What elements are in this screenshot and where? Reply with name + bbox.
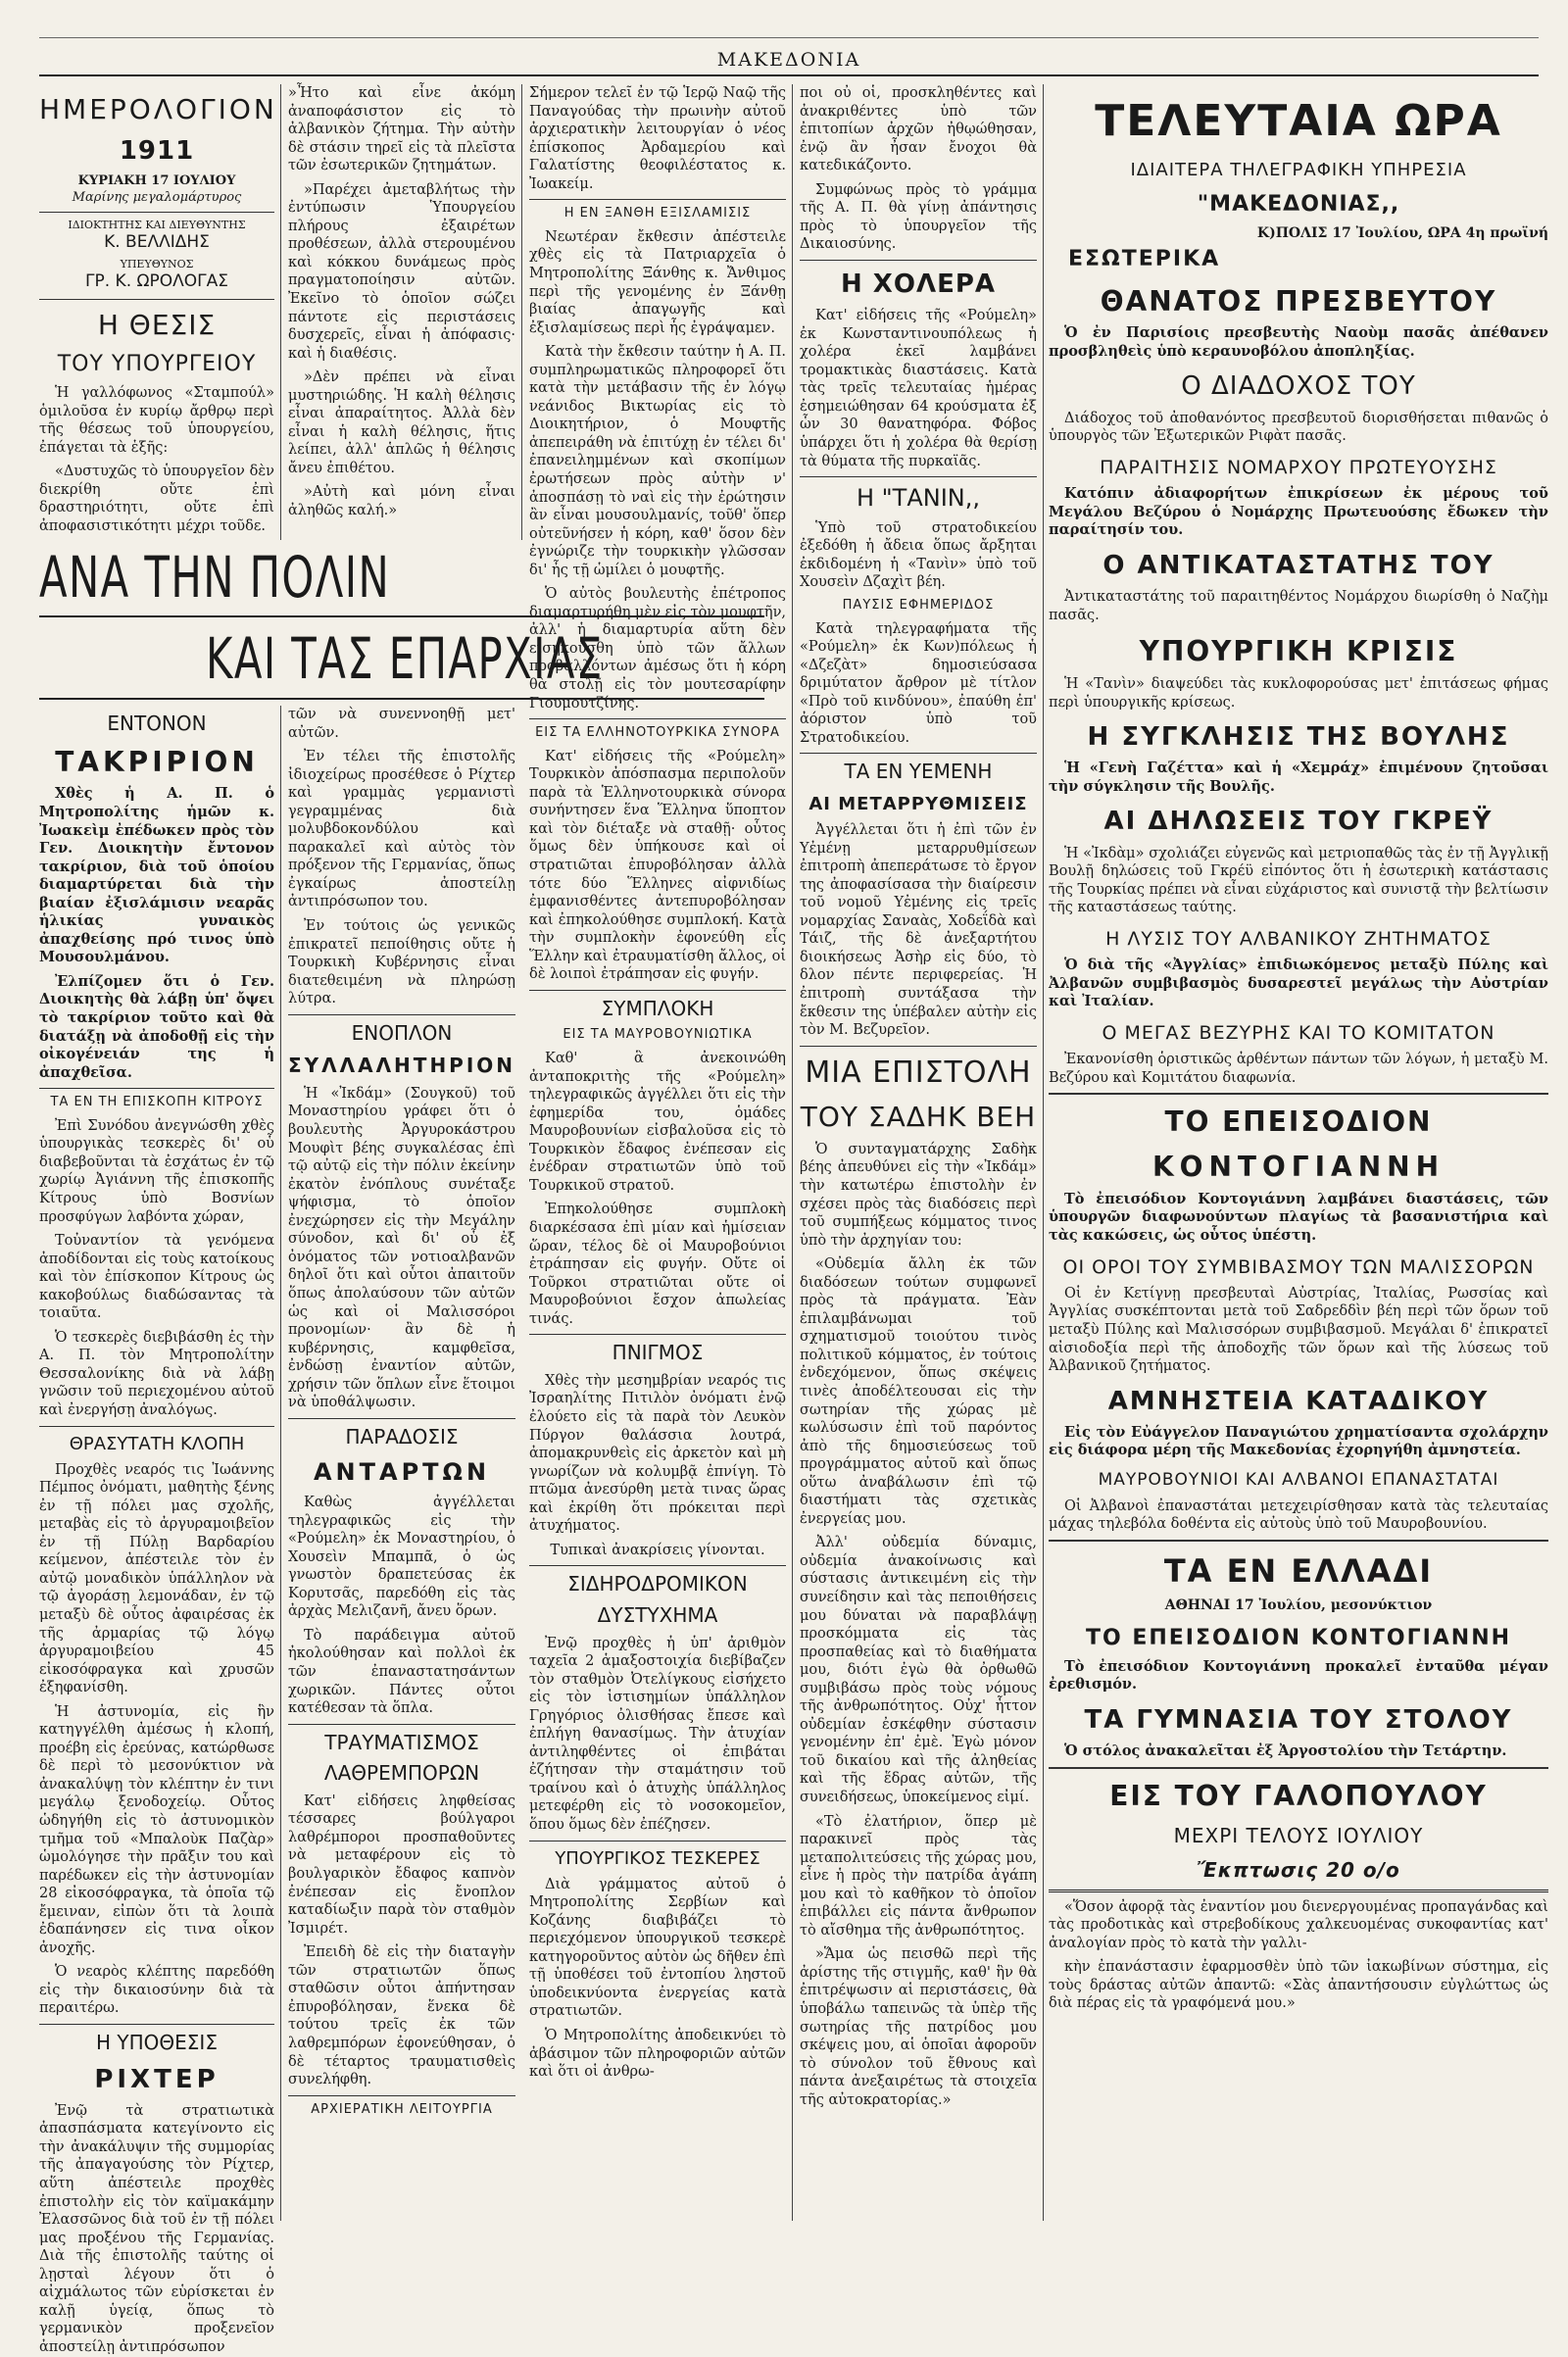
- last-hour-column: [1049, 84, 1548, 2221]
- headline: Ο ΜΕΓΑΣ ΒΕΖΥΡΗΣ ΚΑΙ ΤΟ ΚΟΜΙΤΑΤΟΝ: [1102, 1021, 1495, 1044]
- news-paragraph: Οἱ ἐν Κετίγνῃ πρεσβευταὶ Αὐστρίας, Ἰταλίας, Ρωσσίας καὶ Ἀγγλίας συσκέπτονται μετὰ τοῦ Σαδρεδδὶν βέη περὶ τῶν ὅρων τοῦ μεταξὺ Πύλης καὶ Μαλισσόρων συμβιβασμοῦ. Μεγάλαι δ' ἐπικρατεῖ αἰσιοδοξία περὶ τῆς ἀποδοχῆς τῶν ὅρων καὶ τῆς λύσεως τοῦ Ἀλβανικοῦ ζητήματος.: [1049, 1285, 1548, 1375]
- divider: [288, 1724, 515, 1725]
- surrender-paragraph: Τὸ παράδειγμα αὐτοῦ ἠκολούθησαν καὶ πολλοὶ ἐκ τῶν ἐπαναστατησάντων χωρικῶν. Πάντες οὗτοι κατέθεσαν τὰ ὅπλα.: [288, 1627, 515, 1717]
- column-3: [529, 84, 786, 2221]
- telegraph-subtitle-2: "ΜΑΚΕΔΟΝΙΑΣ,,: [1197, 192, 1400, 218]
- divider: [288, 2095, 515, 2096]
- divider: [800, 260, 1037, 261]
- headline: Ο ΑΝΤΙΚΑΤΑΣΤΑΤΗΣ ΤΟΥ: [1102, 550, 1494, 580]
- column-rule: [792, 84, 793, 2221]
- news-paragraph: Ἀντικαταστάτης τοῦ παραιτηθέντος Νομάρχου διωρίσθη ὁ Ναζὴμ πασᾶς.: [1049, 589, 1548, 623]
- letter-paragraph: Ὁ συνταγματάρχης Σαδὴκ βέης ἀπευθύνει εἰς τὴν «Ἰκδάμ» τὴν κατωτέρω ἐπιστολὴν ἐν σχέσει πρὸς τὰς διαδόσεις περὶ τοῦ συμπήξεως κόμματος τινος ὑπὸ τὴν ἀρχηγίαν του:: [800, 1141, 1037, 1249]
- divider: [39, 2024, 274, 2025]
- masthead: ΜΑΚΕΔΟΝΙΑ: [39, 49, 1539, 76]
- news-paragraph: Διάδοχος τοῦ ἀποθανόντος πρεσβευτοῦ διορισθήσεται πιθανῶς ὁ ὑπουργὸς τῶν Ἐξωτερικῶν Ριφὰτ πασᾶς.: [1049, 410, 1548, 445]
- wounded-title-1: ΤΡΑΥΜΑΤΙΣΜΟΣ: [324, 1730, 479, 1754]
- takririon-title-1: ΕΝΤΟΝΟΝ: [107, 712, 207, 735]
- surrender-title-1: ΠΑΡΑΔΟΣΙΣ: [345, 1424, 459, 1449]
- owner-label: ΙΔΙΟΚΤΗΤΗΣ ΚΑΙ ΔΙΕΥΘΥΝΤΗΣ: [68, 219, 246, 232]
- theft-paragraph: Προχθὲς νεαρός τις Ἰωάννης Πέμπος ὀνόματι, μαθητὴς ξένης ἐν τῇ πόλει μας σχολῆς, μεταβὰς εἰς τὸ ἀργυραμοιβεῖον ἐν τῇ Πύλῃ Βαρδαρίου κείμενον, ἀπέστειλε τὸν ἐν αὐτῷ μοναδικὸν ὑπάλληλον νὰ τῷ ἀγοράσῃ λεμονάδαν, ἐν τῷ μεταξὺ δὲ οὗτος ἀφαιρέσας ἐκ τῆς ἀρμαρίας τῷ λόγῳ ἀργυραμοιβείου 45 εἰκοσόφραγκα καὶ χρυσῶν ἐξηφανίσθη.: [39, 1461, 274, 1696]
- headline: ΠΑΡΑΙΤΗΣΙΣ ΝΟΜΑΡΧΟΥ ΠΡΩΤΕΥΟΥΣΗΣ: [1100, 456, 1497, 478]
- divider: [1049, 1093, 1548, 1095]
- column-4: [800, 84, 1037, 2221]
- railway-paragraph: Ἐνῷ προχθὲς ἡ ὑπ' ἀριθμὸν ταχεῖα 2 ἁμαξοστοιχία διεβίβαζεν τὸν σταθμὸν Ὀτελίγκους εἰσήχετο εἰς τὸν ἱστισημίων ὑπάλληλον Γρηγόριος ὀλισθήσας ἔπεσε καὶ ἐπλήγη θανασίμως. Τὴν ἀτυχίαν ἀντιληφθέντες οἱ ἐπιβάται ἐζήτησαν τὴν σταμάτησιν τοῦ τραίνου καὶ ὁ ἀτυχὴς ὑπάλληλος μετεφέρθη εἰς τὸ νοσοκομεῖον, ὅπου ὅμως δὲν ἐπέζησεν.: [529, 1635, 786, 1833]
- ministry-paragraph: Ἡ γαλλόφωνος «Σταμπούλ» ὁμιλοῦσα ἐν κυρίῳ ἄρθρῳ περὶ τῆς θέσεως τοῦ ὑπουργείου, ἐπάγεται τὰ ἑξῆς:: [39, 384, 274, 456]
- news-paragraph: Εἰς τὸν Εὐάγγελον Παναγιώτου χρηματίσαντα σχολάρχην εἰς διάφορα μέρη τῆς Μακεδονίας ἐχορηγήθη ἀμνηστεία.: [1049, 1423, 1548, 1459]
- telegraph-subtitle: ΙΔΙΑΙΤΕΡΑ ΤΗΛΕΓΡΑΦΙΚΗ ΥΠΗΡΕΣΙΑ: [1130, 160, 1467, 181]
- richter-title-2: ΡΙΧΤΕΡ: [94, 2064, 220, 2094]
- kitros-title: ΤΑ ΕΝ ΤΗ ΕΠΙΣΚΟΠΗ ΚΙΤΡΟΥΣ: [50, 1095, 264, 1110]
- column-rule: [280, 706, 281, 2221]
- news-paragraph: Τὸ ἐπεισόδιον Κοντογιάννη λαμβάνει διαστάσεις, τῶν ὑπουργῶν διαφωνούντων πλαγίως τὰ βασανιστήρια καὶ τὰς κακώσεις, ὡς οὗτος ὑπέστη.: [1049, 1190, 1548, 1244]
- news-paragraph: Ἡ «Γενὴ Γαζέττα» καὶ ἡ «Χεμράχ» ἐπιμένουν ζητοῦσαι τὴν σύγκλησιν τῆς Βουλῆς.: [1049, 760, 1548, 795]
- wounded-paragraph: Ἐπειδὴ δὲ εἰς τὴν διαταγὴν τῶν στρατιωτῶν ὅπως σταθῶσιν οὗτοι ἀπήντησαν ἐπυροβόλησαν, ἕνεκα δὲ τούτου τρεῖς ἐκ τῶν λαθρεμπόρων ἐφονεύθησαν, ὁ δὲ τέταρτος τραυματισθεὶς συνελήφθη.: [288, 1944, 515, 2088]
- banner-rule: [39, 698, 764, 700]
- divider: [529, 1565, 786, 1566]
- kitros-paragraph: Ἐπὶ Συνόδου ἀνεγνώσθη χθὲς ὑπουργικὰς τεσκερὲς δι' οὗ διαβεβοῦνται τὰ ἐσχάτως ἐν τῷ χωρίῳ Ἀγιάννη τῆς ἐπισκοπῆς Κίτρους ὑπὸ Βοσνίων προσφύγων λαβόντα χώραν,: [39, 1117, 274, 1225]
- headline: ΤΟ ΕΠΕΙΣΟΔΙΟΝ ΚΟΝΤΟΓΙΑΝΝΗ: [1085, 1625, 1512, 1650]
- divider: [288, 1014, 515, 1015]
- headline: ΚΟΝΤΟΓΙΑΝΝΗ: [1152, 1151, 1446, 1184]
- divider: [800, 476, 1037, 477]
- headline: Ο ΔΙΑΔΟΧΟΣ ΤΟΥ: [1181, 371, 1416, 402]
- calendar-year: 1911: [119, 135, 195, 166]
- letter-paragraph: »Ἅμα ὡς πεισθῶ περὶ τῆς ἀρίστης τῆς στιγμῆς, καθ' ἣν θὰ ἐπιτρέψωσιν αἱ περιστάσεις, θὰ ὑποβάλω ταπεινῶς τὰ ὑπὲρ τῆς σωτηρίας τῆς πατρίδος μου σκέψεις μου, αἱ ὁποῖαι ἀφοροῦν τὸ σύνολον τοῦ ἔθνους καὶ πάντα ἀνεξαιρέτως τὰ στοιχεῖα τῆς αὐτοκρατορίας.»: [800, 1946, 1037, 2108]
- drowning-paragraph: Χθὲς τὴν μεσημβρίαν νεαρός τις Ἰσραηλίτης Πιτιλὸν ὀνόματι ἐνῷ ἐλούετο εἰς τὰ παρὰ τὸν Λευκὸν Πύργον θαλάσσια λουτρά, ἀπομακρυνθεὶς εἰς ἀρκετὸν καὶ μὴ γνωρίζων νὰ κολυμβᾷ ἐπνίγη. Τὸ πτῶμα ἀνεσύρθη μετὰ τινας ὥρας καὶ ἐκρίθη ὅτι πρόκειται περὶ ἀτυχήματος.: [529, 1372, 786, 1535]
- headline: ΤΑ ΓΥΜΝΑΣΙΑ ΤΟΥ ΣΤΟΛΟΥ: [1084, 1704, 1513, 1735]
- ministry-paragraph: «Δυστυχῶς τὸ ὑπουργεῖον δὲν διεκρίθη οὔτε ἐπὶ δραστηριότητι, οὔτε ἐπὶ ἀποφασιστικότητι μέχρι τοῦδε.: [39, 464, 274, 534]
- teskere-paragraph: Ὁ Μητροπολίτης ἀποδεικνύει τὸ ἀβάσιμον τῶν πληροφοριῶν αὐτῶν καὶ ὅτι οἱ ἀνθρω-: [529, 2027, 786, 2081]
- railway-title-2: ΔΥΣΤΥΧΗΜΑ: [597, 1602, 718, 1627]
- montenegro-paragraph: Ἐπηκολούθησε συμπλοκὴ διαρκέσασα ἐπὶ μίαν καὶ ἡμίσειαν ὥραν, τέλος δὲ οἱ Μαυροβούνιοι ἐτράπησαν εἰς φυγήν. Οὔτε οἱ Τοῦρκοι στρατιῶται οὔτε οἱ Μαυροβούνιοι ἔσχον ἀπωλείας τινάς.: [529, 1202, 786, 1327]
- owner-name: Κ. ΒΕΛΛΙΔΗΣ: [104, 232, 210, 253]
- teskere-title: ΥΠΟΥΡΓΙΚΟΣ ΤΕΣΚΕΡΕΣ: [555, 1847, 760, 1869]
- editor-label: ΥΠΕΥΘΥΝΟΣ: [120, 258, 194, 271]
- calendar-saint: Μαρίνης μεγαλομάρτυρος: [72, 189, 242, 205]
- border-title: ΕΙΣ ΤΑ ΕΛΛΗΝΟΤΟΥΡΚΙΚΑ ΣΥΝΟΡΑ: [535, 725, 780, 741]
- yemen-title-1: ΤΑ ΕΝ ΥΕΜΕΝΗ: [844, 760, 993, 784]
- exarchate-paragraph: Ὁ αὐτὸς βουλευτὴς ἐπέτροπος διαμαρτυρήθη μὲν εἰς τὸν μουφτῆν, ἀλλ' ἡ διαμαρτυρία αὕτη δὲν εἰσηκούσθη ὑπὸ τῶν ἄλλων προβαλλόντων ἀμέσως ὅτι ἡ κόρη θὰ στολῇ εἰς τὸν μουτεσαρίφην Γιουμουτζίνης.: [529, 586, 787, 712]
- divider: [529, 990, 786, 991]
- advertisement-title: ΕΙΣ ΤΟΥ ΓΑΛΟΠΟΥΛΟΥ: [1109, 1779, 1488, 1812]
- advertisement-discount: Ἔκπτωσις 20 ο/ο: [1197, 1858, 1400, 1883]
- headline: ΟΙ ΟΡΟΙ ΤΟΥ ΣΥΜΒΙΒΑΣΜΟΥ ΤΩΝ ΜΑΛΙΣΣΟΡΩΝ: [1062, 1255, 1535, 1278]
- news-paragraph: Τὸ ἐπεισόδιον Κοντογιάννη προκαλεῖ ἐνταῦθα μέγαν ἐρεθισμόν.: [1049, 1657, 1548, 1694]
- takririon-paragraph: Χθὲς ἡ Α. Π. ὁ Μητροπολίτης ἡμῶν κ. Ἰωακεὶμ ἐπέδωκεν πρὸς τὸν Γεν. Διοικητὴν ἔντονον τακρίριον, διὰ τοῦ ὁποίου διαμαρτύρεται διὰ τὴν βιαίαν ἐξισλάμισιν νεαρᾶς ἡλικίας γυναικὸς ἀπαχθείσης πρό τινος ὑπὸ Μουσουλμάνου.: [39, 785, 274, 966]
- divider: [288, 1418, 515, 1419]
- letter-title-1: ΜΙΑ ΕΠΙΣΤΟΛΗ: [805, 1055, 1032, 1090]
- letter-paragraph: «Τὸ ἐλατήριον, ὅπερ μὲ παρακινεῖ πρὸς τὰς μεταπολιτεύσεις τῆς χώρας μου, εἶνε ἡ πρὸς τὴν πατρίδα ἀγάπη μου καὶ τὸ καθῆκον τὸ ὁποῖον ἐπιβάλλει εἰς πάντα ἄνθρωπον τὸ αἴσθημα τῆς ἀνθρωπότητος.: [800, 1813, 1037, 1939]
- news-paragraph: Ὁ διὰ τῆς «Ἀγγλίας» ἐπιδιωκόμενος μεταξὺ Πύλης καὶ Ἀλβανῶν συμβιβασμὸς δυσαρεστεῖ μεγάλως τὴν Αὐστρίαν καὶ Ἰταλίαν.: [1049, 957, 1548, 1010]
- richter-title-1: Η ΥΠΟΘΕΣΙΣ: [96, 2030, 218, 2054]
- section-banner-line-2: ΚΑΙ ΤΑΣ ΕΠΑΡΧΙΑΣ: [206, 625, 604, 692]
- armed-paragraph: Ἡ «Ἰκδάμ» (Σουγκοῦ) τοῦ Μοναστηρίου γράφει ὅτι ὁ βουλευτὴς Ἀργυροκάστρου Μουφὶτ βέης συγκαλέσας ἐπὶ τῷ αὐτῷ εἰς τὴν πόλιν ἐκείνην ἐκατὸν ἐνόπλους συνέταξε ψήφισμα, τὸ ὁποῖον ἐνεχώρησεν εἰς τὴν Μεγάλην σύνοδον, καὶ δι' οὗ ἐξ ὀνόματος τῶν νοτιοαλβανῶν δηλοῖ ὅτι καὶ οὗτοι ἀπαιτοῦν ὅπως ἀπολαύσουν τῶν αὐτῶν ὡς καὶ οἱ Μαλισσόροι προνομίων· ἂν δὲ ἡ κυβέρνησις, καμφθεῖσα, ἐνδώσῃ ἐναντίον αὐτῶν, χρήσιν τῶν ὅπλων εἶνε ἕτοιμοι νὰ ὑποθάλψωσιν.: [288, 1085, 515, 1411]
- column-rule: [521, 84, 522, 540]
- headline: ΑΙ ΔΗΛΩΣΕΙΣ ΤΟΥ ΓΚΡΕΫ: [1103, 807, 1494, 837]
- divider: [39, 299, 274, 300]
- greece-section: ΤΑ ΕΝ ΕΛΛΑΔΙ: [1163, 1551, 1434, 1590]
- surrender-title-2: ΑΝΤΑΡΤΩΝ: [313, 1458, 491, 1487]
- tanin-subtitle: ΠΑΥΣΙΣ ΕΦΗΜΕΡΙΔΟΣ: [842, 598, 995, 614]
- montenegro-title-2: ΕΙΣ ΤΑ ΜΑΥΡΟΒΟΥΝΙΩΤΙΚΑ: [563, 1027, 753, 1043]
- richter-paragraph: Ἐνῷ τὰ στρατιωτικὰ ἀπασπάσματα κατεγίνοντο εἰς τὴν ἀνακάλυψιν τῆς συμμορίας τῆς ἀπαγαγούσης τὸν Ρίχτερ, αὕτη ἀπέστειλε προχθὲς ἐπιστολὴν εἰς τὸν καϊμακάμην Ἐλασσῶνος διὰ τοῦ ἐν τῇ πόλει μας προξένου τῆς Γερμανίας. Διὰ τῆς ἐπιστολῆς ταύτης οἱ λῃσταὶ λέγουν ὅτι ὁ αἰχμάλωτος τῶν εὑρίσκεται ἐν καλῇ ὑγείᾳ, ὅπως τὸ γερμανικὸν προξενεῖον ἀποστείλῃ ἀντιπρόσωπον: [39, 2102, 274, 2355]
- headline: ΘΑΝΑΤΟΣ ΠΡΕΣΒΕΥΤΟΥ: [1100, 284, 1497, 318]
- liturgy-title: ΑΡΧΙΕΡΑΤΙΚΗ ΛΕΙΤΟΥΡΓΙΑ: [311, 2101, 493, 2117]
- wounded-title-2: ΛΑΘΡΕΜΠΟΡΩΝ: [323, 1761, 480, 1786]
- ministry-paragraph: »Δὲν πρέπει νὰ εἶναι μυστηριώδης. Ἡ καλὴ θέλησις εἶναι ἀπαραίτητος. Ἀλλὰ δὲν εἶναι ἡ καλὴ θέλησις, ἥτις λείπει, ἀλλ' ἁπλῶς ἡ θέλησις ἄνευ ἐπιθέτου.: [288, 369, 515, 476]
- letter-paragraph: «Οὐδεμία ἄλλη ἐκ τῶν διαδόσεων τούτων συμφωνεῖ πρὸς τὰ πράγματα. Ἐὰν ἐπιλαμβάνωμαι τοῦ σχηματισμοῦ τοιούτου τινὸς πολιτικοῦ κόμματος, ἐν τούτοις ἐνδεχόμενον, ὅπως σκέψεις τινὲς ἀποδέλτεουσαι εἰς τὴν σωτηρίαν τῆς χώρας μὲ κωλύσωσιν ἐπὶ τοῦ παρόντος ἀπὸ τῆς δημοσιεύσεως τοῦ προγράμματος αὐτοῦ καὶ ὅπως οὕτω ἀναβάλωσιν ἐπὶ τῷ διαστήματι τὰς σχετικὰς ἐνεργείας μου.: [800, 1256, 1037, 1527]
- divider: [529, 1334, 786, 1335]
- richter-paragraph: τῶν νὰ συνεννοηθῇ μετ' αὐτῶν.: [288, 707, 515, 741]
- divider: [39, 1426, 274, 1427]
- news-paragraph: Ὁ ἐν Παρισίοις πρεσβευτὴς Ναοὺμ πασᾶς ἀπέθανεν προσβληθεὶς ὑπὸ κεραυνοβόλου ἀποπληξίας.: [1049, 324, 1548, 360]
- calendar-date: ΚΥΡΙΑΚΗ 17 ΙΟΥΛΙΟΥ: [77, 173, 236, 189]
- news-paragraph: Οἱ Ἀλβανοὶ ἐπαναστάται μετεχειρίσθησαν κατὰ τὰς τελευταίας μάχας τηλεβόλα δοθέντα εἰς αὐτοὺς ὑπὸ τοῦ Μαυροβουνίου.: [1049, 1498, 1548, 1533]
- yemen-paragraph: Ἀγγέλλεται ὅτι ἡ ἐπὶ τῶν ἐν Υἐμένῃ μεταρρυθμίσεων ἐπιτροπὴ ἀπεπεράτωσε τὸ ἔργον της ἀποφασίσασα τὴν διαίρεσιν τοῦ νομοῦ Υἐμένης εἰς τρεῖς νομαρχίας Σαναὰς, Χοδεΐδὰ καὶ Τάιζ, τῆς δὲ ἀνεξαρτήτου διοικήσεως Ἀσὴρ εἰς δύο, τὸ δλον πέντε περιφερείας. Ἡ ἐπιτροπὴ συντάξασα τὴν ἔκθεσιν της ὑπέβαλεν αὐτὴν εἰς τὸν Μ. Βεζυρεῖον.: [800, 822, 1037, 1039]
- divider: [1049, 1767, 1548, 1769]
- border-paragraph: Κατ' εἰδήσεις τῆς «Ρούμελη» Τουρκικὸν ἀπόσπασμα περιπολοῦν παρὰ τὰ Ἑλληνοτουρκικὰ σύνορα συνήντησεν ἕνα Ἕλληνα ὕποπτον καὶ τὸν διέταξε νὰ σταθῇ· οὗτος ὅμως δὲν ὑπήκουσε καὶ οἱ στρατιῶται ἐπυροβόλησαν ἀλλὰ τότε δύο Ἕλληνες αἰφνιδίως ἐμφανισθέντες ἀντεπυροβόλησαν καὶ ἐπηκολούθησε συμπλοκή. Κατὰ τὴν συμπλοκὴν ἐφονεύθη εἷς Ἕλλην καὶ ἐτραυματίσθη ἄλλος, οἱ δὲ λοιποὶ ἐτράπησαν εἰς φυγήν.: [529, 748, 786, 983]
- letter-paragraph: Ἀλλ' οὐδεμία δύναμις, οὐδεμία ἀνακοίνωσις καὶ σύστασις ἀντικειμένη εἰς τὴν συνείδησιν καὶ τὰς πεποιθήσεις μου δύναται νὰ παραβλάψῃ προσκόμματα εἰς τὰς προσπαθείας καὶ τὸ διαθήματα μου, διότι ἐγὼ θὰ ὀρθωθῶ συμβιβάσω πρὸς τοὺς νόμους τῆς ἀνθρωπότητος. Οὐχ' ἧττον οὐδεμίαν ἐσκέφθην σύστασιν γενομένην ἐπ' ἐμὲ. Ἐγὼ μόνον τοῦ δικαίου καὶ τῆς ἀληθείας καὶ τῆς ἕδρας αὐτῶν, τῆς συνειδήσεως, ὑποκείμενος εἰμί.: [800, 1535, 1037, 1806]
- divider: [529, 199, 786, 200]
- teskere-paragraph: Διὰ γράμματος αὐτοῦ ὁ Μητροπολίτης Σερβίων καὶ Κοζάνης διαβιβάζει τὸ περιεχόμενον ὑπουργικοῦ τεσκερὲ κατηγοροῦντος αὐτὸν ὡς δῆθεν ἐπὶ τῇ ὑποθέσει τοῦ ἐντοπίου ληστοῦ ὑποδεικνύοντα ἐνεργείας κατὰ στρατιωτῶν.: [529, 1876, 786, 2020]
- letter-paragraph: κὴν ἐπανάστασιν ἐφαρμοσθὲν ὑπὸ τῶν ἰακωβίνων σύστημα, εἰς τοὺς δράστας αὐτῶν ἀπαντῶ: «Σὰς ἀπαντήσουσιν εὐγλώττως ὡς διὰ πέρας εἰς τὰ γραφόμενά μου.»: [1049, 1959, 1548, 2012]
- column-rule: [280, 84, 281, 540]
- letter-title-2: ΤΟΥ ΣΑΔΗΚ ΒΕΗ: [800, 1101, 1037, 1134]
- letter-continuation: [1049, 1890, 1548, 2013]
- exarchate-title: Η ΕΝ ΞΑΝΘΗ ΕΞΙΣΛΑΜΙΣΙΣ: [564, 206, 752, 221]
- drowning-paragraph: Τυπικαὶ ἀνακρίσεις γίνονται.: [550, 1542, 765, 1558]
- takririon-paragraph: Ἐλπίζομεν ὅτι ὁ Γεν. Διοικητὴς θὰ λάβῃ ὑπ' ὄψει τὸ τακρίριον τοῦτο καὶ θὰ διατάξῃ νὰ ἀποδοθῇ εἰς τὴν οἰκογένειάν της ἡ ἀπαχθεῖσα.: [39, 972, 274, 1081]
- headline: ΑΜΝΗΣΤΕΙΑ ΚΑΤΑΔΙΚΟΥ: [1107, 1386, 1490, 1416]
- tanin-title: Η "ΤΑΝΙΝ,,: [856, 484, 981, 513]
- cholera-lead: Συμφώνως πρὸς τὸ γράμμα τῆς Α. Π. θὰ γίνῃ ἀπάντησις πρὸς τὸ ὑπουργεῖον τῆς Δικαιοσύνης.: [800, 181, 1037, 253]
- column-2-bottom: [288, 706, 515, 2221]
- theft-paragraph: Ὁ νεαρὸς κλέπτης παρεδόθη εἰς τὴν δικαιοσύνην διὰ τὰ περαιτέρω.: [39, 1964, 274, 2017]
- wounded-paragraph: Κατ' εἰδήσεις ληφθείσας τέσσαρες βούλγαροι λαθρέμποροι προσπαθοῦντες νὰ μεταφέρουν εἰς τὸ βουλγαρικὸν ἔδαφος καπνὸν ἐνέπεσαν εἰς ἔνοπλον καταδίωξιν παρὰ τὸν σταθμὸν Ἰσμιρέτ.: [288, 1792, 515, 1937]
- railway-title-1: ΣΙΔΗΡΟΔΡΟΜΙΚΟΝ: [567, 1572, 748, 1596]
- top-rule: [39, 37, 1539, 38]
- advertisement-line: ΜΕΧΡΙ ΤΕΛΟΥΣ ΙΟΥΛΙΟΥ: [1173, 1823, 1424, 1847]
- theft-title: ΘΡΑΣΥΤΑΤΗ ΚΛΟΠΗ: [69, 1433, 245, 1454]
- divider: [800, 1046, 1037, 1047]
- last-hour-title: ΤΕΛΕΥΤΑΙΑ ΩΡΑ: [1095, 96, 1502, 146]
- ministry-paragraph: »Αὐτὴ καὶ μόνη εἶναι ἀληθῶς καλή.»: [288, 484, 515, 519]
- headline: ΜΑΥΡΟΒΟΥΝΙΟΙ ΚΑΙ ΑΛΒΑΝΟΙ ΕΠΑΝΑΣΤΑΤΑΙ: [1098, 1469, 1499, 1490]
- exarchate-lead: Σήμερον τελεῖ ἐν τῷ Ἱερῷ Ναῷ τῆς Παναγούδας τὴν πρωινὴν αὐτοῦ ἀρχιερατικὴν λειτουργίαν ὁ νέος ἐπίσκοπος Ἀρδαμερίου καὶ Γαλατίστης θεοφιλέστατος κ. Ἰωακείμ.: [529, 85, 786, 192]
- montenegro-title-1: ΣΥΜΠΛΟΚΗ: [601, 996, 714, 1020]
- dateline: Κ)ΠΟΛΙΣ 17 Ἰουλίου, ΩΡΑ 4η πρωϊνή: [1256, 224, 1548, 241]
- headline: Η ΣΥΓΚΛΗΣΙΣ ΤΗΣ ΒΟΥΛΗΣ: [1087, 722, 1510, 753]
- armed-title-1: ΕΝΟΠΛΟΝ: [351, 1020, 453, 1045]
- domestic-section: ΕΣΩΤΕΡΙΚΑ: [1068, 247, 1221, 272]
- divider: [39, 212, 274, 213]
- news-paragraph: Ὁ στόλος ἀνακαλεῖται ἐξ Ἀργοστολίου τὴν Τετάρτην.: [1064, 1743, 1507, 1760]
- divider: [529, 718, 786, 719]
- column-1-top: [39, 84, 277, 540]
- divider: [39, 1088, 274, 1089]
- drowning-title: ΠΝΙΓΜΟΣ: [612, 1341, 704, 1365]
- editor-name: ΓΡ. Κ. ΩΡΟΛΟΓΑΣ: [85, 271, 228, 292]
- banner-rule: [39, 615, 764, 617]
- tanin-paragraph: Ὑπὸ τοῦ στρατοδικείου ἐξεδόθη ἡ ἄδεια ὅπως ἄρξηται ἐκδιδομένη ἡ «Τανὶν» ὑπὸ τοῦ Χουσεὶν Δζαχὶτ βέη.: [800, 519, 1037, 591]
- news-paragraph: Ἡ «Τανὶν» διαψεύδει τὰς κυκλοφορούσας μετ' ἐπιτάσεως φήμας περὶ ὑπουργικῆς κρίσεως.: [1049, 675, 1548, 711]
- armed-title-2: ΣΥΛΛΑΛΗΤΗΡΙΟΝ: [288, 1054, 516, 1078]
- tanin-paragraph: Κατὰ τηλεγραφήματα τῆς «Ρούμελη» ἐκ Κων)πόλεως ἡ «Δζεζὰτ» δημοσιεύσασα δριμύτατον ἄρθρον μὲ τίτλον «Πρὸ τοῦ κινδύνου», ἐπαύθη ἐπ' ἀόριστον ὑπὸ τοῦ Στρατοδικείου.: [800, 620, 1037, 746]
- calendar-title: ΗΜΕΡΟΛΟΓΙΟΝ: [39, 93, 277, 125]
- divider: [800, 753, 1037, 754]
- takririon-title-2: ΤΑΚΡΙΡΙΟΝ: [55, 745, 259, 778]
- column-rule: [1043, 84, 1044, 2221]
- exarchate-paragraph: Νεωτέραν ἔκθεσιν ἀπέστειλε χθὲς εἰς τὰ Πατριαρχεῖα ὁ Μητροπολίτης Ξάνθης κ. Ἄνθιμος περὶ τῆς γενομένης ἐν Ξάνθῃ βιαίας ἀπαγωγῆς καὶ ἐξισλαμίσεως περὶ ἧς ἐγράψαμεν.: [529, 228, 786, 336]
- cholera-lead: ποι οὐ οἱ, προσκληθέντες καὶ ἀνακριθέντες ὑπὸ τῶν ἐπιτοπίων ἀρχῶν ἠθῳώθησαν, ἐνῷ ἂν ἦσαν ἔνοχοι θὰ κατεδικάζοντο.: [800, 85, 1037, 174]
- montenegro-paragraph: Καθ' ἃ ἀνεκοινώθη ἀνταποκριτὴς τῆς «Ρούμελη» τηλεγραφικῶς ἀγγέλλει ὅτι εἰς τὴν ἐφημερίδα του, ὁμάδες Μαυροβουνίων εἰσβαλοῦσα εἰς τὸ Τουρκικὸν ἔδαφος ἐνέπεσαν εἰς ἐνέδραν στρατιωτῶν ὑπὸ τοῦ Τουρκικοῦ στρατοῦ.: [529, 1051, 786, 1194]
- news-paragraph: Ἐκανονίσθη ὁριστικῶς ἀρθέντων πάντων τῶν λόγων, ἡ μεταξὺ Μ. Βεζύρου καὶ Κομιτάτου διαφωνία.: [1049, 1052, 1548, 1086]
- section-banner-line-1: ΑΝΑ ΤΗΝ ΠΟΛΙΝ: [39, 544, 391, 611]
- headline: Η ΛΥΣΙΣ ΤΟΥ ΑΛΒΑΝΙΚΟΥ ΖΗΤΗΜΑΤΟΣ: [1105, 927, 1492, 950]
- kitros-paragraph: Τοὐναντίον τὰ γενόμενα ἀποδίδονται εἰς τοὺς κατοίκους καὶ τὸν ἐπίσκοπον Κίτρους ὡς κακοβούλως διαδώσαντας τὰ τοιαῦτα.: [39, 1233, 274, 1322]
- yemen-title-2: ΑΙ ΜΕΤΑΡΡΥΘΜΙΣΕΙΣ: [808, 794, 1028, 815]
- kitros-paragraph: Ὁ τεσκερὲς διεβιβάσθη ἐς τὴν Α. Π. τὸν Μητροπολίτην Θεσσαλονίκης διὰ νὰ λάβῃ γνῶσιν τοῦ περιεχομένου αὐτοῦ καὶ ἐνεργήσῃ ἀναλόγως.: [39, 1329, 274, 1418]
- richter-paragraph: Ἐν τούτοις ὡς γενικῶς ἐπικρατεῖ πεποίθησις οὔτε ἡ Τουρκικὴ Κυβέρνησις εἶναι διατεθειμένη νὰ πληρώσῃ λύτρα.: [288, 918, 515, 1007]
- divider: [1049, 1540, 1548, 1542]
- theft-paragraph: Ἡ ἀστυνομία, εἰς ἣν κατηγγέλθη ἀμέσως ἡ κλοπή, προέβη εἰς ἐρεύνας, κατώρθωσε δὲ περὶ τὸ μεσονύκτιον νὰ ἀνακαλύψῃ τὸν κλέπτην ἐν τινι μεγάλῳ ξενοδοχείῳ. Οὗτος ὡδηγήθη εἰς τὸ ἀστυνομικὸν τμῆμα τοῦ «Μπαλοὺκ Παζὰρ» ὡμολόγησε τὴν πρᾶξιν του καὶ παρέδωκεν εἰς τὴν ἀστυνομίαν 28 εἰκοσόφραγκα, τὰ ὁποῖα τῷ ἔμειναν, εἰπὼν ὅτι τὰ λοιπὰ ἐδαπάνησεν εἰς τινα οἶκον ἀνοχῆς.: [39, 1703, 274, 1956]
- ministry-paragraph: »Παρέχει ἀμεταβλήτως τὴν ἐντύπωσιν Ὑπουργείου πλήρους ἐξαιρέτων προθέσεων, ἀλλὰ στερουμένου καὶ κόκκου δυνάμεως πρὸς πραγματοποίησιν αὐτῶν. Ἐκεῖνο τὸ ὁποῖον σώζει πάντοτε εἰς περιστάσεις δυσχερεῖς, εἶναι ἡ ἀπόφασις· καὶ ἡ διαθέσις.: [288, 181, 515, 362]
- cholera-title: Η ΧΟΛΕΡΑ: [840, 269, 997, 299]
- column-1-bottom: [39, 706, 274, 2355]
- dateline: ΑΘΗΝΑΙ 17 Ἰουλίου, μεσονύκτιον: [1164, 1596, 1433, 1613]
- ministry-title-2: ΤΟΥ ΥΠΟΥΡΓΕΙΟΥ: [57, 351, 257, 376]
- column-2-top: [288, 84, 515, 540]
- headline: ΥΠΟΥΡΓΙΚΗ ΚΡΙΣΙΣ: [1139, 635, 1458, 668]
- exarchate-paragraph: Κατὰ τὴν ἔκθεσιν ταύτην ἡ Α. Π. συμπληρωματικῶς πληροφορεῖ ὅτι κατὰ τὴν μετάβασιν τῆς ἐν λόγῳ νεάνιδος Βικτωρίας εἰς τὸ Διοικητήριον, ὁ Μουφτῆς ἀπεπειράθη νὰ ἐπιτύχῃ ἐν τέλει δι' ἐπανειλημμένων καὶ σκοπίμων ἐρωτήσεων πρὸς αὐτὴν ν' ἀποσπάσῃ τὸ ναὶ εἰς τὴν ἐρώτησιν ἂν εἶναι μουσουλμανίς, τοῦθ' ὅπερ οὐτεῦνήσεν ἡ κόρη, καθ' ὅσον δὲν ἐγνώριζε τὴν τουρκικὴν γλῶσσαν δι' ἧς τῇ ὡμίλει ὁ μουφτῆς.: [529, 344, 786, 578]
- surrender-paragraph: Καθὼς ἀγγέλλεται τηλεγραφικῶς εἰς τὴν «Ρούμελη» ἐκ Μοναστηρίου, ὁ Χουσεὶν Μπαμπᾶ, ὁ ὡς γνωστὸν δραπετεύσας ἐκ Κορυτσᾶς, παρεδόθη εἰς τὰς ἀρχὰς Μελιζανῆ, ἄνευ ὅρων.: [288, 1495, 515, 1620]
- richter-paragraph: Ἐν τέλει τῆς ἐπιστολῆς ἰδιοχείρως προσέθεσε ὁ Ρίχτερ καὶ γραμμὰς γερμανιστὶ γεγραμμένας διὰ μολυβδοκονδύλου καὶ παρακαλεῖ καὶ αὐτὸς τὸν πρόξενον τῆς Γερμανίας, ὅπως ἐγκαίρως ἀποστείλῃ ἀντιπρόσωπον του.: [288, 749, 515, 910]
- ministry-paragraph: »Ἦτο καὶ εἶνε ἀκόμη ἀναποφάσιστον εἰς τὸ ἀλβανικὸν ζήτημα. Τὴν αὐτὴν δὲ στάσιν τηρεῖ εἰς τὰ πλεῖστα τῶν ἐσωτερικῶν ζητημάτων.: [288, 85, 515, 174]
- news-paragraph: Κατόπιν ἀδιαφορήτων ἐπικρίσεων ἐκ μέρους τοῦ Μεγάλου Βεζύρου ὁ Νομάρχης Πρωτευούσης ἔδωκεν τὴν παραίτησίν του.: [1049, 485, 1548, 539]
- news-paragraph: Ἡ «Ἰκδὰμ» σχολιάζει εὐγενῶς καὶ μετριοπαθῶς τὰς ἐν τῇ Ἀγγλικῇ Βουλῇ δηλώσεις τοῦ Γκρέϋ εἰπόντος ὅτι ἡ ἐσωτερικὴ κατάστασις τῆς Τουρκίας πρέπει νὰ εἶναι εὐχάριστος καὶ συνιστᾷ τὴν βελτίωσιν τῆς καταστάσεως ταύτης.: [1049, 845, 1548, 916]
- letter-paragraph: «Ὅσον ἀφορᾷ τὰς ἐναντίον μου διενεργουμένας προπαγάνδας καὶ τὰς προδοτικὰς καὶ στρεβοδίκους χαλκευομένας συκοφαντίας κατ' ἀναλογίαν πρὸς τὸ κατὰ τὴν γαλλι-: [1049, 1898, 1548, 1951]
- ministry-title-1: Η ΘΕΣΙΣ: [97, 309, 217, 341]
- cholera-paragraph: Κατ' εἰδήσεις τῆς «Ρούμελη» ἐκ Κωνσταντινουπόλεως ἡ χολέρα ἐκεῖ λαμβάνει τρομακτικὰς διαστάσεις. Κατὰ τὰς τρεῖς τελευταίας ἡμέρας ἐσημειώθησαν 64 κρούσματα ἐξ ὧν 30 θανατηφόρα. Φόβος ὑπάρχει ὅτι ἡ χολέρα θὰ θερίσῃ τὰ θύματα τῆς πυρκαϊᾶς.: [800, 308, 1037, 469]
- headline: ΤΟ ΕΠΕΙΣΟΔΙΟΝ: [1164, 1105, 1433, 1139]
